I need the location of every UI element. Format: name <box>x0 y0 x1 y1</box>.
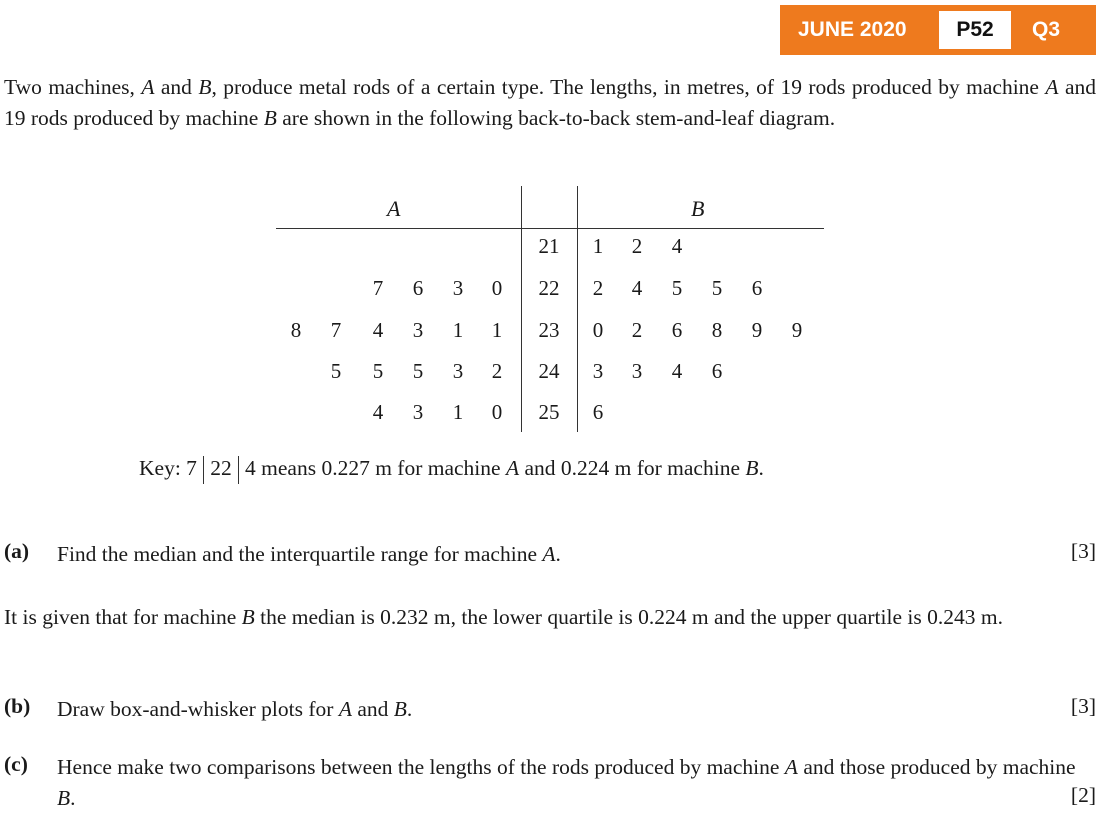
leaf-a: 1 <box>452 400 464 424</box>
right-divider <box>577 186 578 432</box>
machine-b-label: B <box>691 196 705 221</box>
part-b-marks: [3] <box>1070 694 1096 718</box>
leaf-b: 4 <box>631 276 643 300</box>
leaf-a: 4 <box>372 318 384 342</box>
part-c-marks: [2] <box>1070 783 1096 807</box>
paper-code: P52 <box>939 11 1011 49</box>
leaf-b: 2 <box>631 318 643 342</box>
stem-value: 25 <box>538 400 560 424</box>
leaf-b: 3 <box>631 359 643 383</box>
leaf-a: 1 <box>491 318 503 342</box>
part-b-label: (b) <box>4 694 31 718</box>
stem-value: 24 <box>538 359 560 383</box>
leaf-b: 5 <box>711 276 723 300</box>
leaf-b: 4 <box>671 359 683 383</box>
part-a-label: (a) <box>4 539 30 563</box>
leaf-b: 9 <box>751 318 763 342</box>
leaf-b: 6 <box>592 400 604 424</box>
leaf-a: 0 <box>491 276 503 300</box>
part-a-marks: [3] <box>1070 539 1096 563</box>
leaf-a: 7 <box>330 318 342 342</box>
exam-reference-badge <box>780 5 1096 55</box>
intro-paragraph: Two machines, A and B, produce metal rods of a certain type. The lengths, in metres, of 19 rods produced by machine A and 19 rods produced by machine B are shown in the following back-to-back stem-and-leaf diagram. <box>4 75 1097 130</box>
leaf-a: 4 <box>372 400 384 424</box>
leaf-a: 0 <box>491 400 503 424</box>
leaf-a: 5 <box>372 359 384 383</box>
leaf-a: 5 <box>330 359 342 383</box>
leaf-b: 0 <box>592 318 604 342</box>
question-number: Q3 <box>1032 18 1061 41</box>
stem-value: 23 <box>538 318 560 342</box>
leaf-b: 6 <box>751 276 763 300</box>
leaf-a: 5 <box>412 359 424 383</box>
leaf-b: 9 <box>791 318 803 342</box>
leaf-b: 3 <box>592 359 604 383</box>
stem-value: 22 <box>538 276 560 300</box>
part-c-label: (c) <box>4 752 28 776</box>
part-a-question: Find the median and the interquartile range for machine A. <box>57 542 561 566</box>
exam-session: JUNE 2020 <box>798 18 907 41</box>
machine-a-label: A <box>387 196 401 221</box>
given-info-paragraph: It is given that for machine B the median is 0.232 m, the lower quartile is 0.224 m and the upper quartile is 0.243 m. <box>4 605 1003 629</box>
diagram-header-rule <box>276 228 824 229</box>
leaf-a: 7 <box>372 276 384 300</box>
diagram-key: Key: 7 22 4 means 0.227 m for machine A and 0.224 m for machine B. <box>139 456 764 484</box>
leaf-a: 3 <box>452 276 464 300</box>
part-b-question: Draw box-and-whisker plots for A and B. <box>57 697 413 721</box>
leaf-b: 5 <box>671 276 683 300</box>
leaf-a: 3 <box>412 318 424 342</box>
part-c-question: Hence make two comparisons between the lengths of the rods produced by machine A and those produced by machine B. <box>57 755 1076 810</box>
leaf-b: 6 <box>671 318 683 342</box>
leaf-b: 8 <box>711 318 723 342</box>
leaf-a: 1 <box>452 318 464 342</box>
leaf-b: 4 <box>671 234 683 258</box>
leaf-b: 2 <box>592 276 604 300</box>
leaf-b: 2 <box>631 234 643 258</box>
stem-value: 21 <box>538 234 560 258</box>
leaf-a: 3 <box>412 400 424 424</box>
left-divider <box>521 186 522 432</box>
leaf-a: 2 <box>491 359 503 383</box>
leaf-b: 6 <box>711 359 723 383</box>
leaf-a: 3 <box>452 359 464 383</box>
leaf-a: 8 <box>290 318 302 342</box>
leaf-b: 1 <box>592 234 604 258</box>
leaf-a: 6 <box>412 276 424 300</box>
